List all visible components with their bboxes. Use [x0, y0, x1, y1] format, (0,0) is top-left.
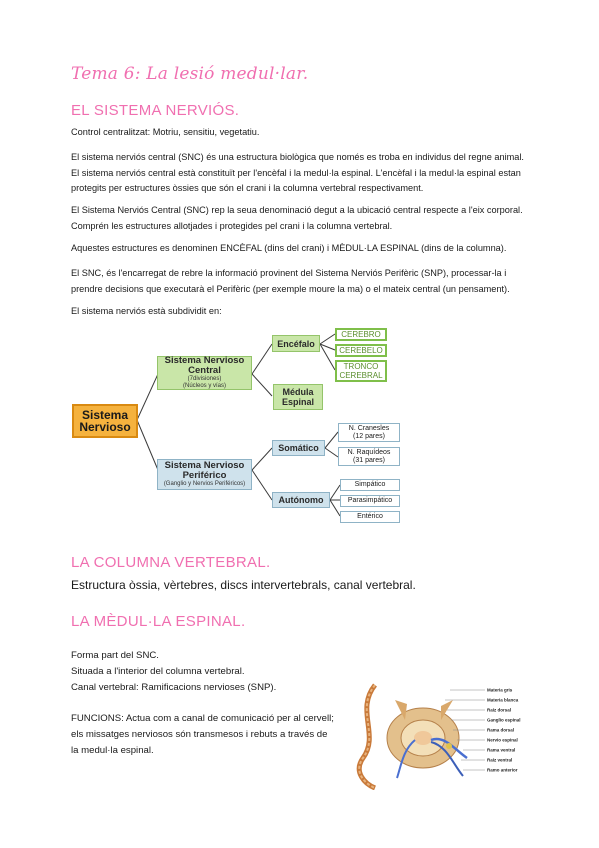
cerebro-label: CEREBRO — [341, 330, 381, 339]
anatomy-label-2: Raíz dorsal — [487, 707, 512, 713]
line-functions-3: la medul·la espinal. — [71, 745, 154, 756]
parasimpatico-label: Parasimpático — [347, 497, 393, 504]
snc-sub2: (Núcleos y vías) — [182, 383, 226, 389]
paragraph-subdivision: El sistema nerviós està subdividit en: — [71, 306, 222, 316]
craneales-pairs: (12 pares) — [353, 432, 385, 440]
paragraph-snc-denomination: El Sistema Nerviós Central (SNC) rep la seua denominació degut a la ubicació central respecte a l'eix corporal. Comprén les estructures allotjades i protegides pel crani i la columna vertebral. — [71, 205, 523, 231]
diagram-raquideos-box — [338, 447, 400, 466]
diagram-snc-box — [157, 356, 252, 390]
anatomy-label-6: Rama ventral — [487, 747, 516, 753]
paragraph-control: Control centralitzat: Motriu, sensitiu, vegetatiu. — [71, 127, 260, 137]
anatomy-label-8: Ramo anterior — [487, 767, 518, 773]
craneales-name: N. Cranesles — [348, 424, 390, 432]
spinal-cord-anatomy-image — [345, 680, 535, 790]
diagram-tronco-box — [335, 360, 387, 382]
anatomy-label-5: Nervio espinal — [487, 737, 518, 743]
line-location: Situada a l'interior del columna vertebral. — [71, 666, 245, 677]
diagram-autonomo-box — [272, 492, 330, 508]
snp-title: Sistema Nervioso Periférico — [164, 460, 245, 481]
section-heading-spinal-cord: LA MÈDUL·LA ESPINAL. — [71, 613, 246, 630]
enterico-label: Entérico — [357, 513, 383, 520]
anatomy-label-1: Materia blanca — [487, 697, 519, 703]
diagram-cerebelo-box — [335, 344, 387, 357]
anatomy-label-4: Rama dorsal — [487, 727, 515, 733]
line-snc-part: Forma part del SNC. — [71, 650, 159, 661]
anatomy-label-3: Ganglio espinal — [487, 717, 521, 723]
simpatico-label: Simpático — [354, 481, 386, 488]
diagram-cerebro-box — [335, 328, 387, 341]
diagram-somatico-box — [272, 440, 325, 456]
root-label: Sistema Nervioso — [79, 408, 131, 434]
diagram-root-nervous-system — [72, 404, 138, 438]
anatomy-label-0: Materia gris — [487, 687, 513, 693]
line-functions-1: FUNCIONS: Actua com a canal de comunicació per al cervell; — [71, 713, 334, 724]
raquideos-pairs: (31 pares) — [353, 456, 385, 464]
anatomy-label-7: Raíz ventral — [487, 757, 513, 763]
diagram-medula-box — [273, 384, 323, 410]
paragraph-vertebral-column: Estructura òssia, vèrtebres, discs intervertebrals, canal vertebral. — [71, 578, 416, 592]
line-functions-2: els missatges nerviosos són transmesos i rebuts a través de — [71, 729, 328, 740]
snp-sub1: (Ganglio y Nervios Periféricos) — [163, 481, 246, 487]
paragraph-snc-definition: El sistema nerviós central (SNC) és una estructura biològica que només es troba en individus del regne animal. El sistema nerviós central està constituït per l'encèfal i la medul·la espinal. L'encèfal i la medul·la espinal estan protegits per estructures òssies que són el crani i la columna vertebral respectivament. — [71, 152, 524, 193]
diagram-simpatico-box — [340, 479, 400, 491]
section-heading-nervous-system: EL SISTEMA NERVIÓS. — [71, 102, 240, 119]
raquideos-name: N. Raquídeos — [347, 448, 391, 456]
somatico-label: Somático — [278, 443, 319, 453]
cerebelo-label: CEREBELO — [339, 346, 383, 355]
diagram-enterico-box — [340, 511, 400, 523]
paragraph-structures: Aquestes estructures es denominen ENCÈFAL (dins del crani) i MÈDUL·LA ESPINAL (dins de la columna). — [71, 243, 507, 253]
section-heading-vertebral-column: LA COLUMNA VERTEBRAL. — [71, 554, 271, 571]
line-canal: Canal vertebral: Ramificacions nervioses (SNP). — [71, 682, 277, 693]
diagram-encefalo-box — [272, 335, 320, 352]
tronco-label: TRONCO CEREBRAL — [339, 362, 383, 380]
snc-title: Sistema Nervioso Central — [164, 355, 245, 376]
autonomo-label: Autónomo — [278, 495, 324, 505]
encefalo-label: Encéfalo — [277, 338, 315, 349]
diagram-parasimpatico-box — [340, 495, 400, 507]
diagram-craneales-box — [338, 423, 400, 442]
diagram-snp-box — [157, 459, 252, 490]
snc-sub1: (7divisiones) — [187, 376, 222, 382]
medula-label: Médula Espinal — [281, 387, 314, 407]
page-title: Tema 6: La lesió medul·lar. — [71, 64, 309, 84]
paragraph-snc-function: El SNC, és l'encarregat de rebre la informació provinent del Sistema Nerviós Perifèric (SNP), processar-la i prendre decisions que executarà el Perifèric (per exemple moure la ma) o el mateix central (un pensament). — [71, 268, 510, 294]
